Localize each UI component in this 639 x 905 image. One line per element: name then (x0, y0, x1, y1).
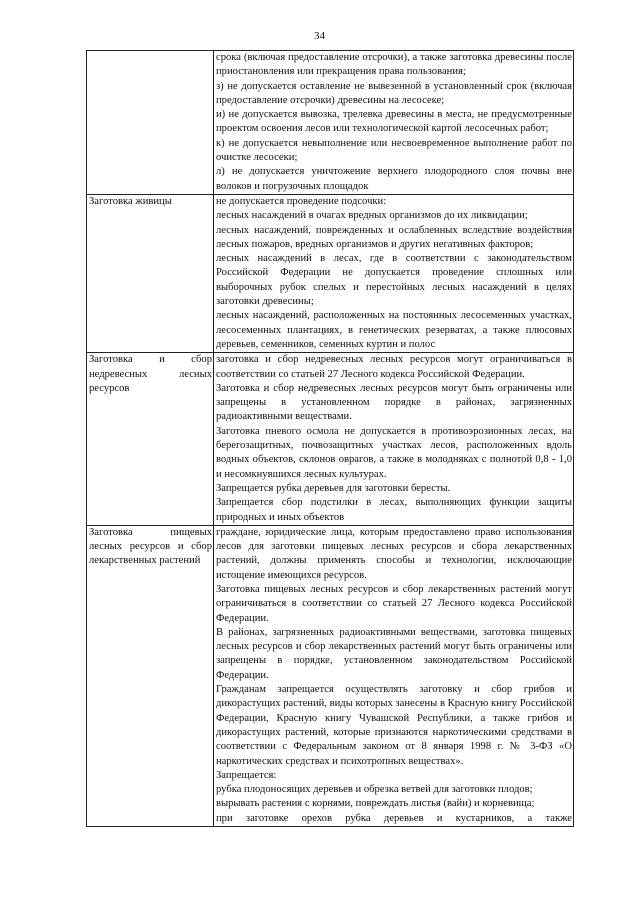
row-content (214, 51, 574, 195)
paragraph: и) не допускается вывозка, трелевка древесины в места, не предусмотренные проектом освоения лесов или технологической картой лесосечных работ; (216, 109, 572, 135)
paragraph: заготовка и сбор недревесных лесных ресурсов могут ограничиваться в соответствии со статьей 27 Лесного кодекса Российской Федерации. (216, 354, 572, 380)
table-row (87, 353, 574, 526)
row-label: Заготовка пищевых лесных ресурсов и сбор лекарственных растений (87, 525, 214, 826)
paragraph: лесных насаждений в очагах вредных организмов до их ликвидации; (216, 210, 528, 222)
paragraph: лесных насаждений в лесах, где в соответствии с законодательством Российской Федерации не допускается проведение сплошных или выборочных рубок спелых и перестойных лесных насаждений в целях заготовки древесины; (216, 253, 572, 308)
regulations-table (86, 50, 574, 827)
paragraph: Заготовка пневого осмола не допускается в противоэрозионных лесах, на берегозащитных, почвозащитных участках лесов, расположенных вдоль водных объектов, склонов оврагов, а также в молодняках с полнотой 0,8 - 1,0 и несомкнувшихся лесных культурах. (216, 425, 572, 480)
table-row (87, 525, 574, 826)
row-label: Заготовка и сбор недревесных лесных ресурсов (87, 353, 214, 526)
paragraph: з) не допускается оставление не вывезенной в установленный срок (включая предоставление отсрочки) древесины на лесосеке; (216, 80, 572, 106)
row-label (87, 51, 214, 195)
paragraph: рубка плодоносящих деревьев и обрезка ветвей для заготовки плодов; (216, 784, 533, 796)
table-row (87, 194, 574, 352)
table-row (87, 51, 574, 195)
paragraph: В районах, загрязненных радиоактивными веществами, заготовка пищевых лесных ресурсов и сбор лекарственных растений могут быть ограничены или запрещены в порядке, установленном законодательством Российской Федерации. (216, 626, 572, 681)
row-label: Заготовка живицы (87, 194, 214, 352)
row-content (214, 353, 574, 526)
row-content (214, 525, 574, 826)
row-content (214, 194, 574, 352)
paragraph: Заготовка пищевых лесных ресурсов и сбор лекарственных растений могут ограничиваться в соответствии со статьей 27 Лесного кодекса Российской Федерации. (216, 583, 572, 624)
paragraph: вырывать растения с корнями, повреждать листья (вайи) и корневища; (216, 798, 535, 810)
paragraph: граждане, юридические лица, которым предоставлено право использования лесов для заготовки пищевых лесных ресурсов и сбора лекарственных растений, должны применять способы и технологии, исключающие истощение имеющихся ресурсов. (216, 526, 572, 581)
paragraph: Запрещается: (216, 769, 277, 781)
paragraph: при заготовке орехов рубка деревьев и кустарников, а также (216, 812, 572, 824)
paragraph: не допускается проведение подсочки: (216, 195, 387, 207)
paragraph: л) не допускается уничтожение верхнего плодородного слоя почвы вне волоков и погрузочных площадок (216, 166, 572, 192)
paragraph: Заготовка и сбор недревесных лесных ресурсов могут быть ограничены или запрещены в установленном порядке в районах, загрязненных радиоактивными веществами. (216, 382, 572, 423)
page-number: 34 (314, 30, 325, 42)
paragraph: лесных насаждений, поврежденных и ослабленных вследствие воздействия лесных пожаров, вредных организмов и других негативных факторов; (216, 224, 572, 250)
paragraph: Гражданам запрещается осуществлять заготовку и сбор грибов и дикорастущих растений, виды которых занесены в Красную книгу Российской Федерации, Красную книгу Чувашской Республики, а также грибов и дикорастущих растений, которые признаются наркотическими средствами в соответствии с Федеральным законом от 8 января 1998 г. № 3-ФЗ «О наркотических средствах и психотропных веществах». (216, 684, 572, 767)
paragraph: лесных насаждений, расположенных на постоянных лесосеменных участках, лесосеменных плантациях, в генетических резерватах, а также плюсовых деревьев, семенников, семенных куртин и полос (216, 310, 572, 350)
paragraph: срока (включая предоставление отсрочки), а также заготовка древесины после приостановления или прекращения права пользования; (216, 52, 572, 78)
paragraph: Запрещается сбор подстилки в лесах, выполняющих функции защиты природных и иных объектов (216, 497, 572, 523)
paragraph: Запрещается рубка деревьев для заготовки бересты. (216, 482, 451, 494)
paragraph: к) не допускается невыполнение или несвоевременное выполнение работ по очистке лесосеки; (216, 137, 572, 164)
